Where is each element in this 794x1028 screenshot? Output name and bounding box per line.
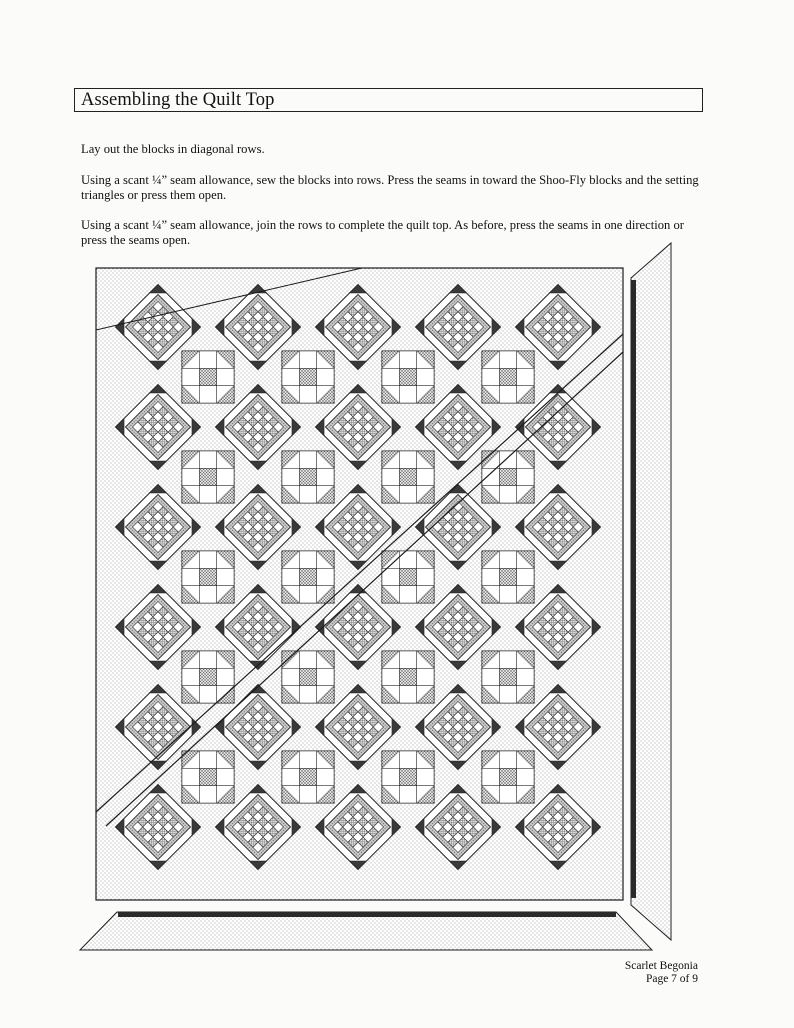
shoo-fly-block-icon [482, 351, 534, 403]
shoo-fly-block-icon [282, 751, 334, 803]
shoo-fly-block-icon [482, 651, 534, 703]
shoo-fly-block-icon [182, 451, 234, 503]
shoo-fly-block-icon [382, 451, 434, 503]
shoo-fly-block-icon [482, 451, 534, 503]
shoo-fly-block-icon [182, 551, 234, 603]
page-footer [625, 960, 698, 986]
shoo-fly-block-icon [182, 351, 234, 403]
instruction-paragraph: Using a scant ¼” seam allowance, join the rows to complete the quilt top. As before, press the seams in one direction or press the seams open. [81, 218, 684, 247]
shoo-fly-block-icon [182, 651, 234, 703]
shoo-fly-block-icon [282, 351, 334, 403]
shoo-fly-block-icon [382, 351, 434, 403]
shoo-fly-block-icon [182, 751, 234, 803]
shoo-fly-block-icon [382, 651, 434, 703]
instruction-paragraph: Lay out the blocks in diagonal rows. [81, 142, 265, 156]
pattern-name: Scarlet Begonia [624, 960, 698, 972]
right-border-strip [631, 243, 671, 940]
shoo-fly-block-icon [382, 551, 434, 603]
page-number: Page 7 of 9 [645, 973, 698, 985]
shoo-fly-block-icon [282, 451, 334, 503]
section-title: Assembling the Quilt Top [81, 90, 275, 110]
shoo-fly-block-icon [282, 551, 334, 603]
instruction-paragraph: Using a scant ¼” seam allowance, sew the blocks into rows. Press the seams in toward the Shoo-Fly blocks and the setting triangles or press them open. [81, 173, 699, 202]
bottom-border-strip [80, 912, 652, 950]
shoo-fly-block-icon [382, 751, 434, 803]
shoo-fly-block-icon [282, 651, 334, 703]
shoo-fly-block-icon [482, 751, 534, 803]
shoo-fly-block-icon [482, 551, 534, 603]
